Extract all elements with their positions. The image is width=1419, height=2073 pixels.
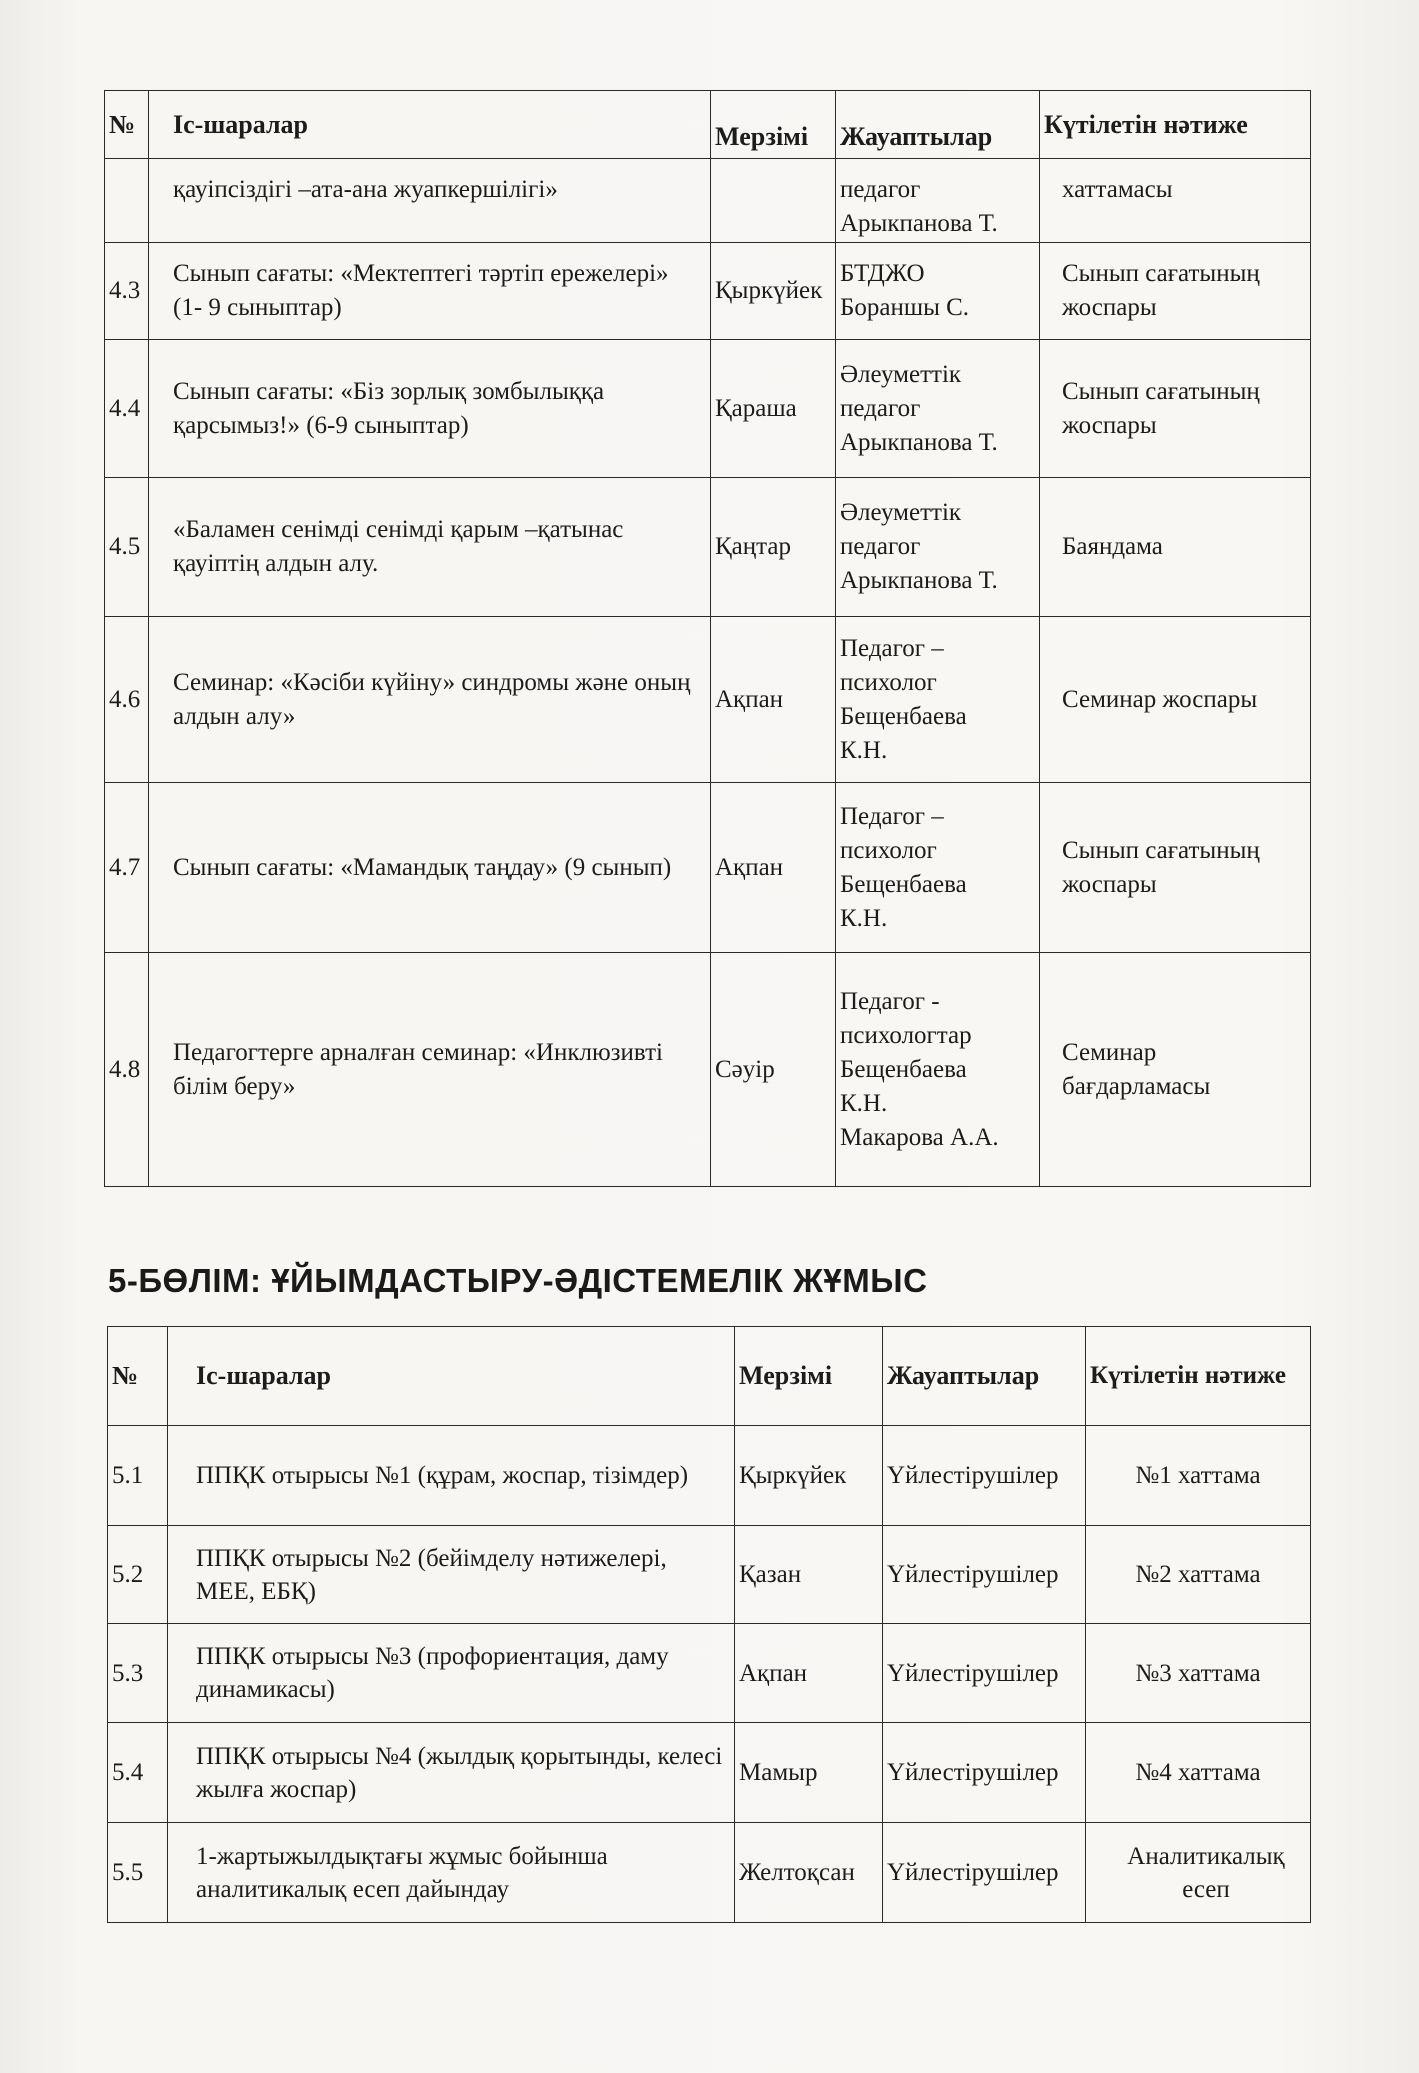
row-expected-result: Семинар бағдарламасы [1040, 953, 1311, 1187]
row-term: Қыркүйек [735, 1426, 883, 1526]
table-header-row [108, 1327, 1311, 1426]
table-row [105, 953, 1311, 1187]
plan-table-section-4 [104, 90, 1311, 1187]
row-responsible: Әлеуметтік педагог Арыкпанова Т. [836, 340, 1040, 478]
row-term: Қыркүйек [711, 243, 836, 340]
row-term: Қаңтар [711, 478, 836, 617]
header-activities: Іс-шаралар [168, 1327, 735, 1426]
row-term: Ақпан [735, 1624, 883, 1723]
row-term: Ақпан [711, 783, 836, 953]
table-row [108, 1823, 1311, 1923]
row-activity: ППҚК отырысы №1 (құрам, жоспар, тізімдер) [168, 1426, 735, 1526]
row-responsible: Үйлестірушілер [883, 1624, 1086, 1723]
row-responsible: БТДЖО Бораншы С. [836, 243, 1040, 340]
section-5-title: 5-БӨЛІМ: ҰЙЫМДАСТЫРУ-ӘДІСТЕМЕЛІК ЖҰМЫС [108, 1262, 928, 1299]
row-number: 4.5 [105, 478, 149, 617]
row-expected-result: Семинар жоспары [1040, 617, 1311, 783]
row-number: 5.1 [108, 1426, 168, 1526]
table-row [108, 1624, 1311, 1723]
row-activity: ППҚК отырысы №3 (профориентация, даму динамикасы) [168, 1624, 735, 1723]
row-number: 5.3 [108, 1624, 168, 1723]
row-expected-result: Сынып сағатының жоспары [1040, 243, 1311, 340]
header-responsible: Жауаптылар [883, 1327, 1086, 1426]
table-row [108, 1723, 1311, 1823]
row-expected-result: №1 хаттама [1086, 1426, 1311, 1526]
row-number [105, 159, 149, 243]
row-activity: Сынып сағаты: «Мамандық таңдау» (9 сынып) [149, 783, 711, 953]
table-row [105, 783, 1311, 953]
row-number: 4.3 [105, 243, 149, 340]
row-responsible: Педагог - психологтар Бещенбаева К.Н. Макарова А.А. [836, 953, 1040, 1187]
row-activity: «Баламен сенімді сенімді қарым –қатынас қауіптің алдын алу. [149, 478, 711, 617]
row-activity: ППҚК отырысы №2 (бейімделу нәтижелері, МЕЕ, ЕБҚ) [168, 1526, 735, 1624]
row-expected-result: Аналитикалық есеп [1086, 1823, 1311, 1923]
row-activity: Педагогтерге арналған семинар: «Инклюзивті білім беру» [149, 953, 711, 1187]
row-activity: 1-жартыжылдықтағы жұмыс бойынша аналитикалық есеп дайындау [168, 1823, 735, 1923]
header-activities: Іс-шаралар [149, 91, 711, 159]
row-term: Ақпан [711, 617, 836, 783]
row-responsible: педагог Арыкпанова Т. [836, 159, 1040, 243]
row-activity: ППҚК отырысы №4 (жылдық қорытынды, келесі жылға жоспар) [168, 1723, 735, 1823]
row-expected-result: Баяндама [1040, 478, 1311, 617]
table-row [105, 478, 1311, 617]
row-term: Сәуір [711, 953, 836, 1187]
header-number: № [108, 1327, 168, 1426]
header-term: Мерзімі [735, 1327, 883, 1426]
row-responsible: Үйлестірушілер [883, 1723, 1086, 1823]
row-activity: қауіпсіздігі –ата-ана жуапкершілігі» [149, 159, 711, 243]
row-activity: Сынып сағаты: «Мектептегі тәртіп ережелері» (1- 9 сыныптар) [149, 243, 711, 340]
row-activity: Семинар: «Кәсіби күйіну» синдромы және оның алдын алу» [149, 617, 711, 783]
row-expected-result: №3 хаттама [1086, 1624, 1311, 1723]
row-expected-result: Сынып сағатының жоспары [1040, 340, 1311, 478]
row-term: Қазан [735, 1526, 883, 1624]
row-term: Желтоқсан [735, 1823, 883, 1923]
row-number: 5.2 [108, 1526, 168, 1624]
row-term: Мамыр [735, 1723, 883, 1823]
header-expected-result: Күтілетін нәтиже [1086, 1327, 1311, 1426]
table-row [105, 340, 1311, 478]
row-term [711, 159, 836, 243]
row-expected-result: №2 хаттама [1086, 1526, 1311, 1624]
table-row [105, 617, 1311, 783]
row-number: 4.7 [105, 783, 149, 953]
table-row [105, 159, 1311, 243]
header-term: Мерзімі [711, 91, 836, 159]
row-responsible: Үйлестірушілер [883, 1823, 1086, 1923]
row-expected-result: хаттамасы [1040, 159, 1311, 243]
header-number: № [105, 91, 149, 159]
row-responsible: Педагог – психолог Бещенбаева К.Н. [836, 617, 1040, 783]
row-number: 5.5 [108, 1823, 168, 1923]
row-responsible: Үйлестірушілер [883, 1526, 1086, 1624]
row-responsible: Үйлестірушілер [883, 1426, 1086, 1526]
table-header-row [105, 91, 1311, 159]
table-row [108, 1526, 1311, 1624]
row-responsible: Педагог – психолог Бещенбаева К.Н. [836, 783, 1040, 953]
header-expected-result: Күтілетін нәтиже [1040, 91, 1311, 159]
table-row [108, 1426, 1311, 1526]
row-term: Қараша [711, 340, 836, 478]
row-number: 5.4 [108, 1723, 168, 1823]
row-number: 4.6 [105, 617, 149, 783]
header-responsible: Жауаптылар [836, 91, 1040, 159]
row-number: 4.4 [105, 340, 149, 478]
row-expected-result: №4 хаттама [1086, 1723, 1311, 1823]
row-responsible: Әлеуметтік педагог Арыкпанова Т. [836, 478, 1040, 617]
table-row [105, 243, 1311, 340]
plan-table-section-5 [107, 1326, 1311, 1923]
row-expected-result: Сынып сағатының жоспары [1040, 783, 1311, 953]
row-activity: Сынып сағаты: «Біз зорлық зомбылыққа қарсымыз!» (6-9 сыныптар) [149, 340, 711, 478]
row-number: 4.8 [105, 953, 149, 1187]
